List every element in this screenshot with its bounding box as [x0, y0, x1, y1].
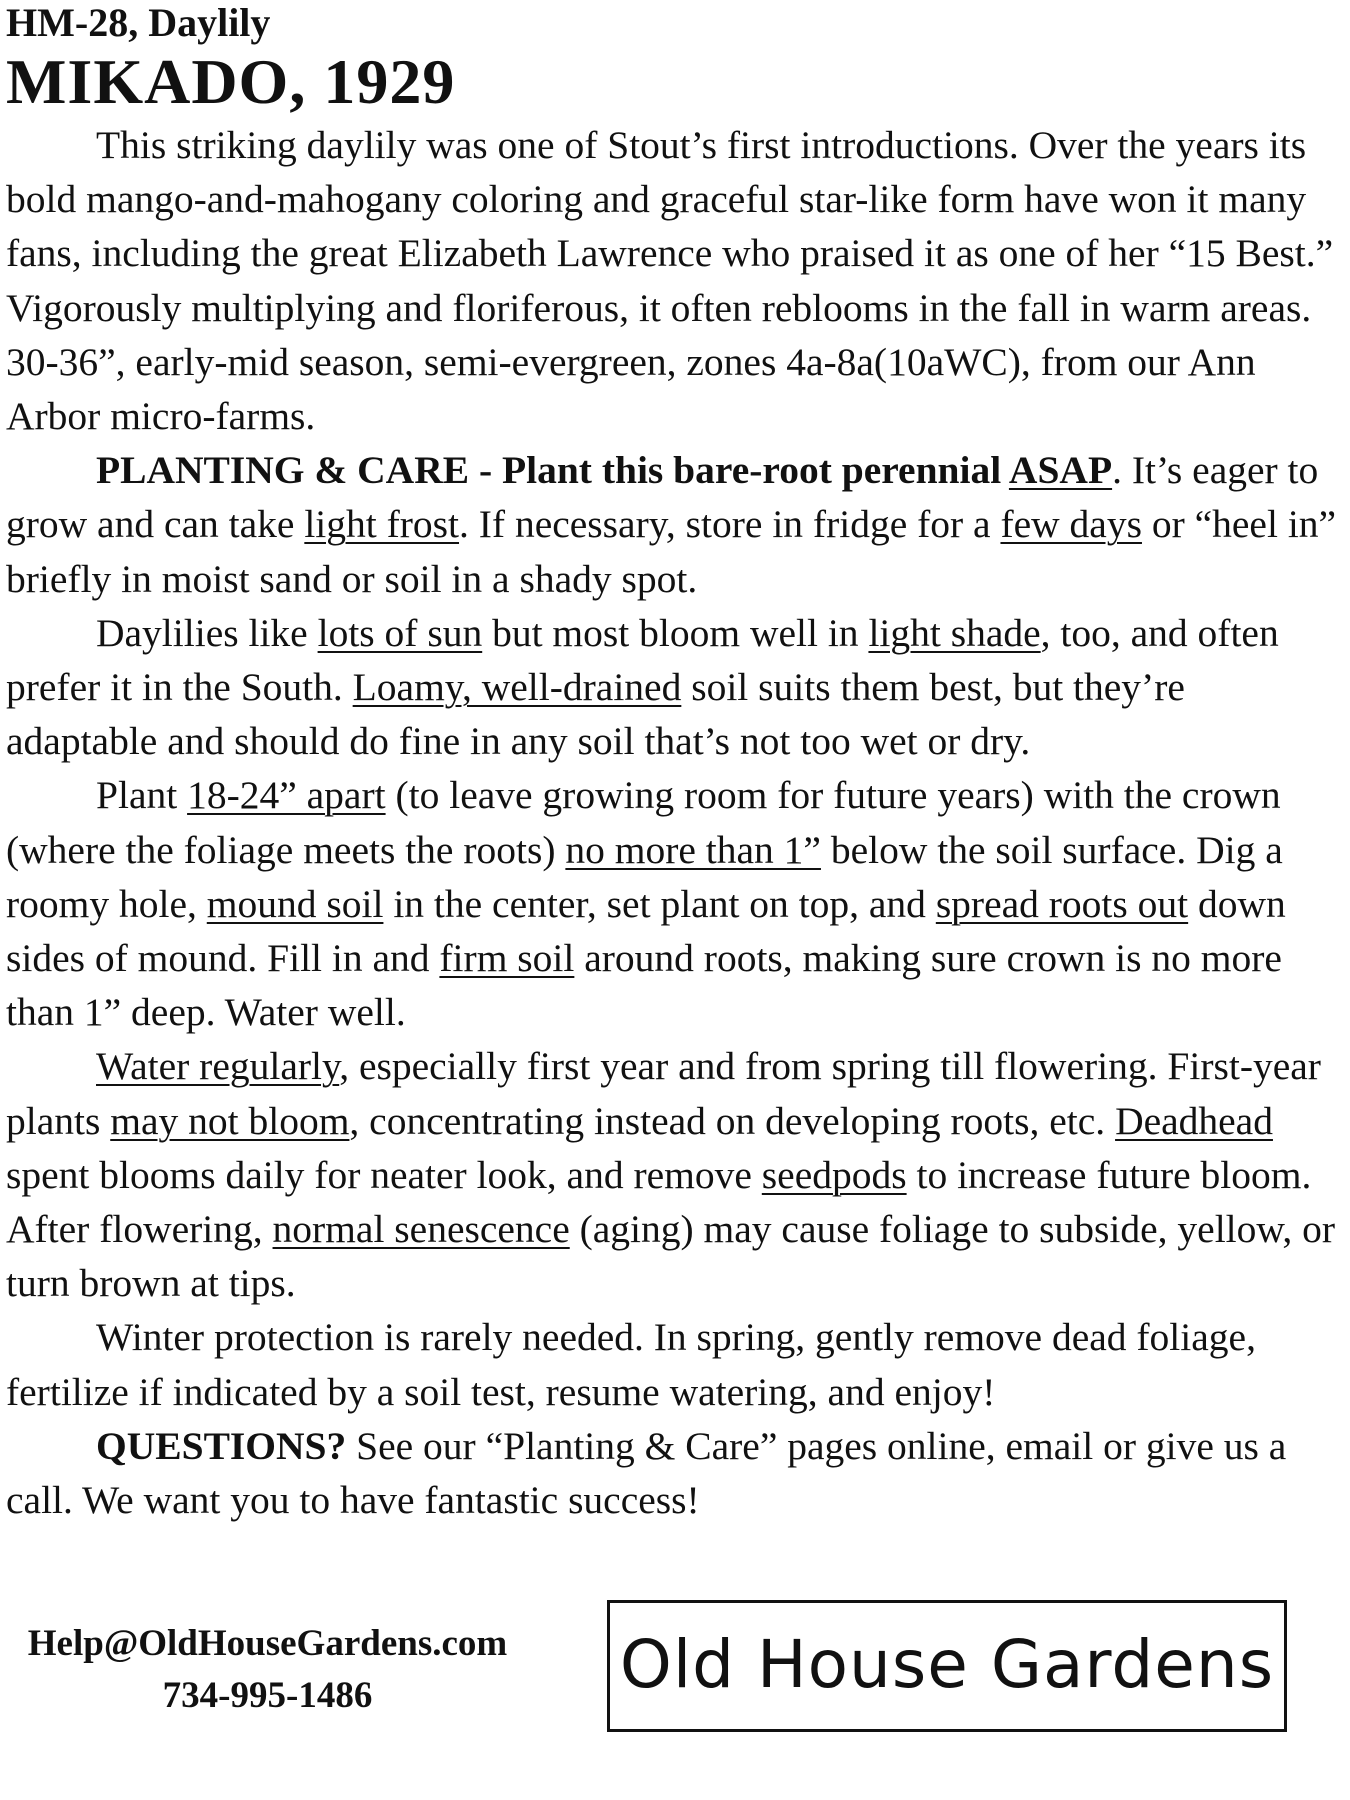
- planting-paragraph: [6, 443, 1346, 606]
- senescence-emphasis: normal senescence: [272, 1207, 570, 1252]
- spacing-text: (to leave growing room for future years) with the crown (where the foliage meets the roots): [6, 773, 1281, 872]
- watering-text: , concentrating instead on developing roots, etc.: [349, 1098, 1116, 1143]
- watering-paragraph: [6, 1039, 1346, 1310]
- deadhead-emphasis: Deadhead: [1115, 1098, 1273, 1143]
- product-code: HM-28, Daylily: [6, 0, 271, 45]
- spacing-text: in the center, set plant on top, and: [383, 881, 936, 926]
- planting-text: or “heel in” briefly in moist sand or soil in a shady spot.: [6, 502, 1337, 601]
- seedpods-emphasis: seedpods: [761, 1152, 907, 1197]
- spacing-text: Plant: [96, 773, 188, 818]
- spacing-text: down sides of mound. Fill in and: [6, 881, 1286, 981]
- sun-paragraph: [6, 606, 1346, 769]
- watering-text: , especially first year and from spring till flowering. First-year plants: [6, 1044, 1321, 1143]
- watering-text: to increase future bloom. After flowering,: [6, 1152, 1312, 1252]
- spread-emphasis: spread roots out: [935, 881, 1189, 926]
- sun-text: soil suits them best, but they’re adaptable and should do fine in any soil that’s not too wet or dry.: [6, 665, 1185, 764]
- planting-text: . If necessary, store in fridge for a: [459, 502, 1001, 547]
- questions-text: See our “Planting & Care” pages online, email or give us a call. We want you to have fantastic success!: [6, 1423, 1287, 1523]
- product-title: MIKADO, 1929: [6, 46, 456, 117]
- firm-soil-emphasis: firm soil: [439, 936, 575, 981]
- winter-paragraph: Winter protection is rarely needed. In spring, gently remove dead foliage, fertilize if indicated by a soil test, resume watering, and enjoy!: [6, 1315, 1256, 1414]
- no-more-emphasis: no more than 1”: [565, 827, 821, 872]
- spacing-text: around roots, making sure crown is no more than 1” deep. Water well.: [6, 936, 1282, 1035]
- contact-block: [0, 1618, 535, 1722]
- logo-wordmark: [610, 1603, 1284, 1729]
- light-shade-emphasis: light shade: [868, 610, 1041, 655]
- brand-logo: [607, 1600, 1287, 1732]
- may-not-bloom-emphasis: may not bloom: [110, 1098, 350, 1143]
- spacing-paragraph: [6, 768, 1346, 1039]
- logo-text: Old House Gardens: [619, 1626, 1275, 1703]
- questions-paragraph: [6, 1419, 1346, 1527]
- spacing-text: below the soil surface. Dig a roomy hole,: [6, 827, 1283, 926]
- apart-emphasis: 18-24” apart: [187, 773, 386, 818]
- description-paragraph: This striking daylily was one of Stout’s first introductions. Over the years its bold mango-and-mahogany coloring and graceful star-like form have won it many fans, including the great Elizabeth Lawrence who praised it as one of her “15 Best.” Vigorously multiplying and floriferous, it often reblooms in the fall in warm areas. 30-36”, early-mid season, semi-evergreen, zones 4a-8a(10aWC), from our Ann Arbor micro-farms.: [6, 123, 1334, 439]
- sun-text: but most bloom well in: [482, 610, 869, 655]
- asap-emphasis: ASAP: [1008, 448, 1113, 493]
- watering-text: spent blooms daily for neater look, and remove: [6, 1152, 762, 1197]
- water-regularly-emphasis: Water regularly: [96, 1044, 340, 1089]
- few-days-emphasis: few days: [1000, 502, 1142, 547]
- care-sheet: [6, 0, 1346, 1527]
- body-text: [6, 118, 1346, 1527]
- contact-email[interactable]: Help@OldHouseGardens.com: [27, 1623, 508, 1664]
- planting-text: . It’s eager to grow and can take: [6, 448, 1319, 547]
- watering-text: (aging) may cause foliage to subside, yellow, or turn brown at tips.: [6, 1207, 1336, 1306]
- sun-text: Daylilies like: [96, 610, 318, 655]
- loamy-emphasis: Loamy, well-drained: [352, 665, 682, 710]
- planting-heading: PLANTING & CARE - Plant this bare-root perennial: [96, 448, 1009, 493]
- mound-emphasis: mound soil: [206, 881, 384, 926]
- light-frost-emphasis: light frost: [304, 502, 460, 547]
- lots-of-sun-emphasis: lots of sun: [317, 610, 483, 655]
- questions-label: QUESTIONS?: [96, 1423, 347, 1468]
- contact-phone[interactable]: 734-995-1486: [162, 1675, 373, 1716]
- sun-text: , too, and often prefer it in the South.: [6, 610, 1279, 710]
